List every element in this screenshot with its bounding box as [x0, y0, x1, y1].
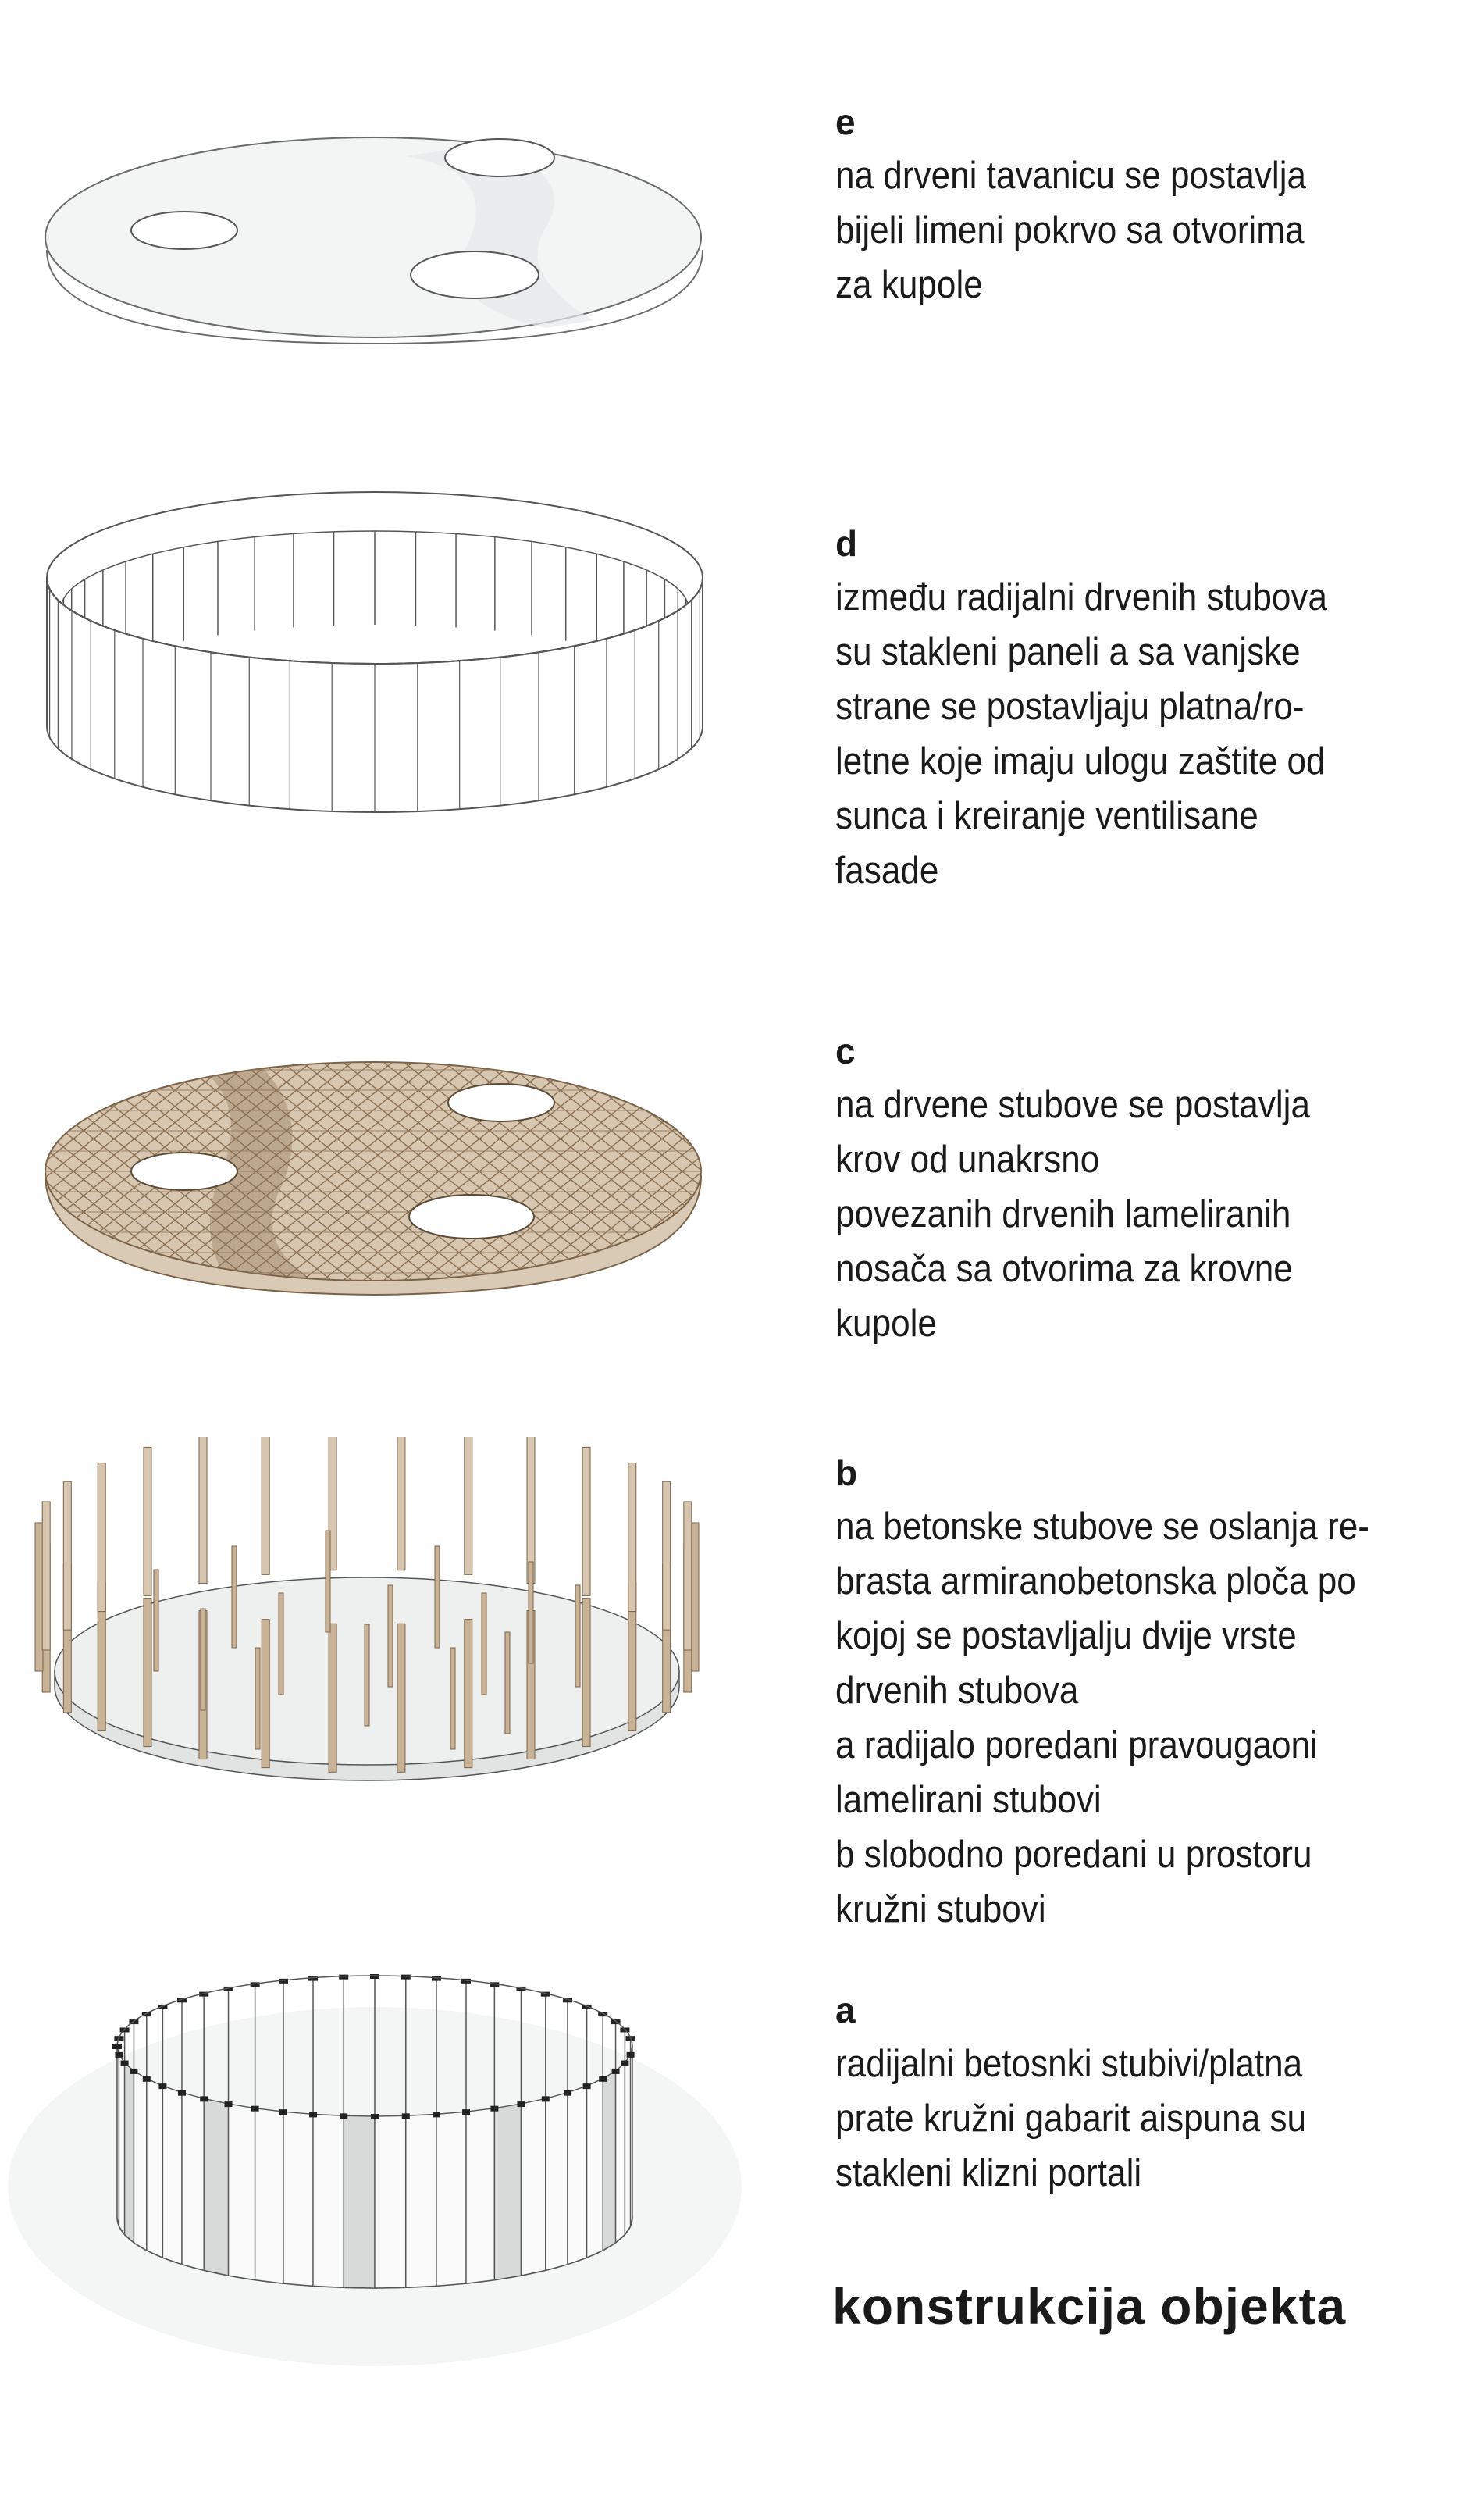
grid-beam [751, 1015, 781, 1328]
radial-timber-column [144, 1447, 151, 1595]
glass-portal-panel [406, 2114, 436, 2287]
wall-cap [599, 2076, 607, 2082]
wall-cap [517, 2101, 525, 2107]
radial-timber-column [582, 1599, 590, 1747]
wall-cap [371, 2114, 379, 2119]
wall-cap [433, 2112, 440, 2117]
wall-cap [309, 2112, 317, 2117]
glass-portal-panel [283, 2112, 313, 2286]
grid-beam [690, 1015, 781, 1328]
wall-cap [143, 2076, 151, 2082]
glass-portal-panel [616, 2063, 625, 2243]
wall-cap [225, 2101, 233, 2107]
round-timber-column [575, 1585, 580, 1687]
layer-description: između radijalni drvenih stubova su stakleni paneli a sa vanjske strane se postavljaju platna/ro- letne koje imaju ulogu zaštite od sunca i kreiranje ventilisane fasade [835, 576, 1327, 892]
wall-cap [251, 2106, 259, 2112]
wall-cap [612, 2069, 620, 2074]
round-timber-column [154, 1570, 158, 1671]
glass-portal-panel [344, 2115, 375, 2288]
layer-e-text [835, 100, 1460, 312]
layer-letter: e [835, 102, 856, 142]
wall-cap [200, 2096, 208, 2101]
timber-grid-roof-drawing [0, 1015, 781, 1328]
radial-timber-column [199, 1437, 207, 1583]
grid-beam [0, 1015, 45, 1328]
glass-portal-panel [625, 2055, 630, 2235]
wall-cap [113, 2044, 121, 2049]
layer-d-text [835, 522, 1460, 898]
glass-portal-panel [229, 2104, 255, 2280]
radial-timber-column [582, 1447, 590, 1595]
glass-portal-panel [125, 2063, 134, 2243]
layer-a-text [835, 1988, 1460, 2201]
facade-ring-drawing [0, 484, 781, 890]
radial-timber-column [397, 1437, 405, 1570]
glass-portal-panel [631, 2046, 632, 2226]
glass-portal-panel [147, 2079, 163, 2258]
grid-beam [0, 1015, 25, 1328]
round-timber-column [388, 1585, 393, 1687]
layer-letter: d [835, 523, 858, 564]
grid-beam [0, 1015, 5, 1328]
glass-portal-panel [182, 2093, 204, 2271]
wall-cap [370, 1974, 379, 1979]
layer-e-figure [0, 70, 781, 367]
grid-beam [751, 1015, 781, 1328]
layer-c-text [835, 1029, 1460, 1351]
glass-portal-panel [313, 2114, 344, 2287]
radial-timber-column [262, 1620, 269, 1768]
grid-beam [771, 1015, 781, 1328]
layer-letter: a [835, 1990, 856, 2030]
wall-cap [627, 2052, 635, 2058]
round-timber-column [201, 1609, 205, 1710]
wall-cap [115, 2052, 123, 2058]
dome-opening [409, 1195, 534, 1239]
wall-cap [130, 2069, 137, 2074]
wall-cap [178, 2090, 186, 2096]
wall-cap [340, 2113, 347, 2119]
dome-opening [131, 1153, 237, 1190]
round-timber-column [450, 1648, 455, 1749]
glass-portal-panel [521, 2098, 545, 2276]
wall-cap [279, 2109, 287, 2115]
grid-beam [690, 1015, 781, 1328]
radial-timber-column [684, 1502, 692, 1650]
wall-cap [402, 2113, 410, 2119]
wall-cap [158, 2083, 166, 2089]
glass-portal-panel [119, 2055, 124, 2235]
round-timber-column [232, 1546, 237, 1648]
radial-timber-column [691, 1523, 699, 1671]
wall-cap [621, 2061, 628, 2066]
round-timber-column [435, 1546, 440, 1648]
radial-timber-column [98, 1463, 105, 1612]
radial-timber-column [63, 1481, 71, 1630]
grid-beam [731, 1015, 781, 1328]
wall-cap [490, 2106, 498, 2112]
wall-cap [564, 2090, 571, 2096]
grid-beam [0, 1015, 45, 1328]
round-timber-column [482, 1593, 486, 1695]
glass-portal-panel [162, 2086, 182, 2265]
wall-cap [339, 1975, 348, 1980]
round-timber-column [365, 1624, 369, 1726]
glass-portal-panel [436, 2112, 466, 2286]
grid-beam [731, 1015, 781, 1328]
slab-columns-drawing [0, 1437, 781, 1843]
dome-opening [131, 212, 237, 249]
grid-beam [0, 1015, 5, 1328]
dome-opening [411, 251, 539, 298]
radial-timber-column [144, 1599, 151, 1747]
glass-portal-panel [568, 2086, 587, 2265]
radial-timber-column [663, 1481, 671, 1630]
layer-b-text [835, 1451, 1460, 1937]
radial-timber-column [465, 1437, 472, 1574]
layer-a-figure [0, 1905, 781, 2374]
glass-portal-panel [466, 2108, 494, 2283]
grid-beam [710, 1015, 781, 1328]
layer-description: na betonske stubove se oslanja re- brasta armiranobetonska ploča po kojoj se postavljalju dvije vrste drvenih stubova a radijalo poredani pravougaoni lamelirani stubovi b slobodno poredani u prostoru kružni stubovi [835, 1506, 1369, 1930]
glass-portal-panel [587, 2079, 603, 2258]
radial-timber-column [397, 1624, 405, 1772]
round-timber-column [255, 1648, 260, 1749]
grid-beam [771, 1015, 781, 1328]
layer-description: na drvene stubove se postavlja krov od unakrsno povezanih drvenih lameliranih nosača sa otvorima za krovne kupole [835, 1084, 1310, 1345]
page-title: konstrukcija objekta [832, 2277, 1347, 2335]
wall-cap [542, 2096, 550, 2101]
dome-opening [445, 139, 554, 176]
wall-cap [583, 2083, 591, 2089]
round-timber-column [326, 1531, 330, 1632]
layer-letter: c [835, 1031, 856, 1071]
glass-portal-panel [255, 2108, 283, 2283]
roof-cover-drawing [0, 70, 781, 367]
layer-description: na drveni tavanicu se postavlja bijeli limeni pokrvo sa otvorima za kupole [835, 155, 1307, 306]
wall-cap [401, 1975, 411, 1980]
layer-letter: b [835, 1452, 858, 1493]
glass-portal-panel [603, 2071, 615, 2251]
layer-description: radijalni betosnki stubivi/platna prate kružni gabarit aispuna su stakleni klizni portali [835, 2043, 1307, 2194]
concrete-ring-drawing [0, 1905, 781, 2374]
layer-c-figure [0, 1015, 781, 1328]
radial-timber-column [465, 1620, 472, 1768]
grid-beam [0, 1015, 25, 1328]
layer-d-figure [0, 484, 781, 890]
layer-b-figure [0, 1437, 781, 1843]
wall-cap [462, 2109, 470, 2115]
radial-timber-column [628, 1463, 636, 1612]
radial-timber-column [42, 1502, 50, 1650]
grid-beam [710, 1015, 781, 1328]
radial-timber-column [262, 1437, 269, 1574]
glass-portal-panel [494, 2104, 521, 2280]
round-timber-column [505, 1632, 510, 1734]
round-timber-column [279, 1593, 283, 1695]
round-timber-column [529, 1562, 533, 1663]
dome-opening [448, 1084, 554, 1121]
glass-portal-panel [134, 2071, 146, 2251]
radial-timber-column [329, 1624, 336, 1772]
glass-portal-panel [204, 2098, 228, 2276]
radial-timber-column [527, 1437, 535, 1583]
glass-portal-panel [546, 2093, 568, 2271]
wall-cap [121, 2061, 129, 2066]
glass-portal-panel [375, 2115, 406, 2288]
radial-timber-column [35, 1523, 43, 1671]
